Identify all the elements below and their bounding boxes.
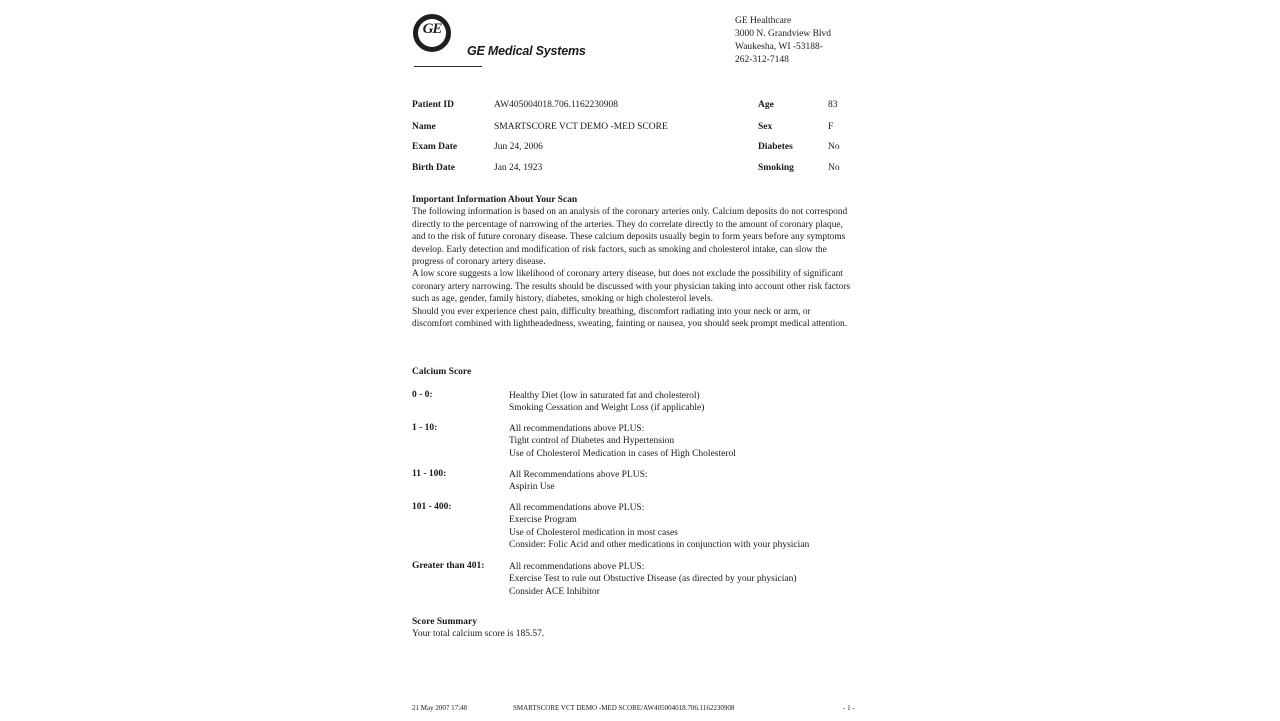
patient-id-label: Patient ID — [412, 100, 454, 110]
logo-monogram: GE — [422, 21, 442, 37]
recommendation-line: Healthy Diet (low in saturated fat and cholesterol) — [509, 391, 700, 401]
recommendation-line: All recommendations above PLUS: — [509, 562, 645, 572]
recommendation-line: All recommendations above PLUS: — [509, 503, 645, 513]
birth-date-value: Jan 24, 1923 — [494, 163, 543, 173]
footer-page-number: - 1 - — [843, 704, 855, 712]
sex-value: F — [828, 122, 834, 132]
address-line-4: 262-312-7148 — [735, 55, 789, 65]
brand-underline — [414, 66, 482, 67]
sex-label: Sex — [758, 122, 773, 132]
info-section — [412, 194, 852, 330]
score-range-1: 1 - 10: — [412, 423, 438, 433]
address-line-2: 3000 N. Grandview Blvd — [735, 29, 832, 39]
score-range-2: 11 - 100: — [412, 469, 447, 479]
footer-document-ref: SMARTSCORE VCT DEMO -MED SCORE/AW405004018.706.1162230908 — [513, 704, 735, 712]
ge-logo-icon — [413, 14, 451, 52]
recommendation-line: Tight control of Diabetes and Hypertension — [509, 436, 675, 447]
diabetes-label: Diabetes — [758, 142, 793, 152]
recommendation-line: Exercise Test to rule out Obstuctive Disease (as directed by your physician) — [509, 574, 797, 585]
smoking-value: No — [828, 163, 840, 173]
score-range-3: 101 - 400: — [412, 502, 452, 512]
score-recommendations-1 — [509, 423, 736, 460]
score-recommendations-3 — [509, 502, 809, 552]
brand-name: GE Medical Systems — [467, 44, 586, 58]
score-recommendations-2 — [509, 469, 648, 494]
score-summary-text: Your total calcium score is 185.57. — [412, 629, 545, 639]
age-value: 83 — [828, 100, 838, 110]
exam-date-value: Jun 24, 2006 — [494, 142, 543, 152]
recommendation-line: Use of Cholesterol medication in most cases — [509, 527, 678, 538]
address-line-3: Waukesha, WI -53188- — [735, 42, 823, 52]
patient-id-value: AW405004018.706.1162230908 — [494, 100, 618, 110]
address-line-1: GE Healthcare — [735, 16, 792, 26]
smoking-label: Smoking — [758, 163, 794, 173]
score-range-0: 0 - 0: — [412, 390, 433, 400]
diabetes-value: No — [828, 142, 840, 152]
recommendation-line: Consider ACE Inhibitor — [509, 586, 600, 597]
name-value: SMARTSCORE VCT DEMO -MED SCORE — [494, 122, 668, 132]
info-title: Important Information About Your Scan — [412, 195, 578, 205]
birth-date-label: Birth Date — [412, 163, 456, 173]
recommendation-line: All recommendations above PLUS: — [509, 424, 645, 434]
score-recommendations-4 — [509, 561, 797, 598]
score-summary-title: Score Summary — [412, 617, 477, 627]
footer-timestamp: 21 May 2007 17:48 — [412, 704, 468, 712]
info-paragraph-3: Should you ever experience chest pain, difficulty breathing, discomfort radiating into your neck or arm, or discomfort combined with lightheadedness, sweating, fainting or nausea, you should seek prompt medical attention. — [412, 306, 848, 330]
recommendation-line: Aspirin Use — [509, 482, 555, 493]
recommendation-line: Smoking Cessation and Weight Loss (if applicable) — [509, 403, 705, 414]
score-recommendations-0 — [509, 390, 704, 415]
calcium-score-title: Calcium Score — [412, 367, 472, 377]
score-range-4: Greater than 401: — [412, 561, 485, 571]
name-label: Name — [412, 122, 436, 132]
recommendation-line: Exercise Program — [509, 515, 577, 526]
info-paragraph-2: A low score suggests a low likelihood of coronary artery disease, but does not exclude the possibility of significant coronary artery narrowing. The results should be discussed with your physician taking into account other risk factors such as age, gender, family history, diabetes, smoking or high cholesterol levels. — [412, 269, 850, 305]
recommendation-line: All Recommendations above PLUS: — [509, 470, 648, 480]
recommendation-line: Consider: Folic Acid and other medications in conjunction with your physician — [509, 540, 810, 551]
recommendation-line: Use of Cholesterol Medication in cases of High Cholesterol — [509, 448, 736, 459]
exam-date-label: Exam Date — [412, 142, 458, 152]
age-label: Age — [758, 100, 774, 110]
info-paragraph-1: The following information is based on an analysis of the coronary arteries only. Calcium deposits do not correspond directly to the percentage of narrowing of the arteries. They do correlate directly to the amount of coronary plaque, and to the risk of future coronary disease. These calcium deposits usually begin to form years before any symptoms develop. Early detection and modification of risk factors, such as smoking and cholesterol intake, can slow the progress of coronary artery disease. — [412, 207, 848, 268]
